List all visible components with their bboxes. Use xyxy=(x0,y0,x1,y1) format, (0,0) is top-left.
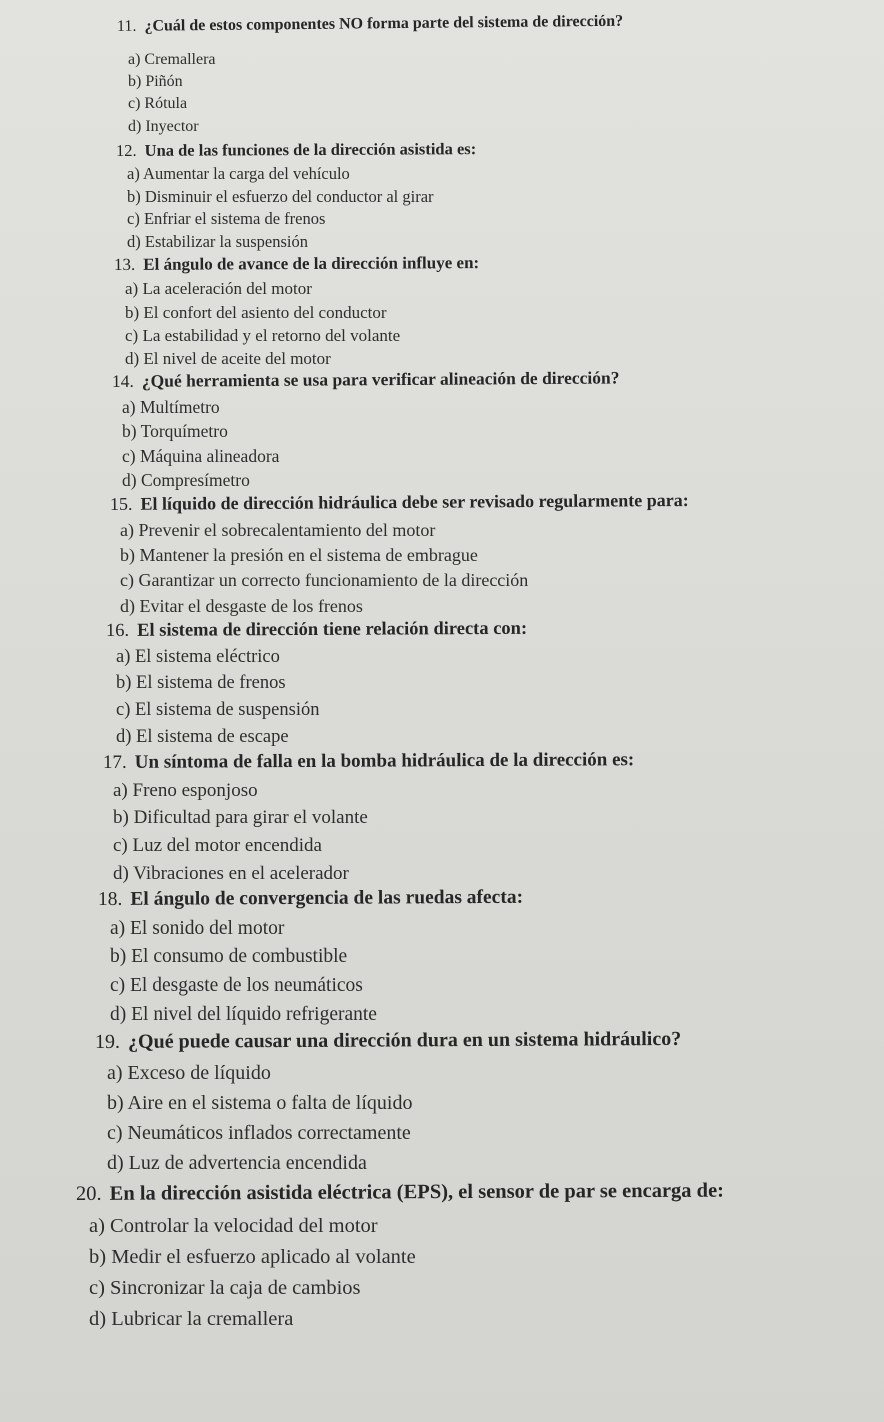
option-d: d) Compresímetro xyxy=(122,470,250,490)
question-number: 20. xyxy=(75,1182,102,1205)
option-c: c) Neumáticos inflados correctamente xyxy=(107,1122,411,1144)
option-b: b) Piñón xyxy=(128,73,183,90)
option-a: a) El sistema eléctrico xyxy=(116,647,280,667)
option-d: d) Estabilizar la suspensión xyxy=(127,232,309,251)
option-d: d) El sistema de escape xyxy=(116,727,289,747)
option-d: d) Inyector xyxy=(128,118,199,135)
question-text: El líquido de dirección hidráulica debe ser revisado regularmente para: xyxy=(140,489,689,514)
question-number: 19. xyxy=(94,1030,121,1053)
question-17-text xyxy=(103,749,634,774)
question-text: ¿Cuál de estos componentes NO forma parte del sistema de dirección? xyxy=(144,12,624,35)
question-18-text xyxy=(98,887,523,911)
option-b: b) Dificultad para girar el volante xyxy=(113,807,368,828)
question-14-text xyxy=(112,367,620,392)
option-c: c) El sistema de suspensión xyxy=(116,700,320,720)
question-11-text xyxy=(117,13,623,36)
question-number: 13. xyxy=(113,254,136,274)
option-d: d) El nivel del líquido refrigerante xyxy=(110,1004,377,1025)
option-a: a) Cremallera xyxy=(128,51,216,68)
option-a: a) Exceso de líquido xyxy=(107,1062,271,1084)
option-a: a) Controlar la velocidad del motor xyxy=(89,1215,378,1237)
question-text: El ángulo de convergencia de las ruedas afecta: xyxy=(130,886,524,910)
option-a: a) Multímetro xyxy=(122,397,220,417)
question-16-text xyxy=(106,619,527,642)
option-b: b) Medir el esfuerzo aplicado al volante xyxy=(89,1246,416,1268)
question-number: 15. xyxy=(109,493,133,514)
question-text: ¿Qué puede causar una dirección dura en un sistema hidráulico? xyxy=(127,1027,682,1053)
question-number: 14. xyxy=(111,370,134,391)
option-a: a) La aceleración del motor xyxy=(125,279,312,298)
option-a: a) El sonido del motor xyxy=(110,918,285,939)
question-number: 18. xyxy=(97,888,123,910)
option-d: d) Evitar el desgaste de los frenos xyxy=(120,596,363,616)
option-b: b) El confort del asiento del conductor xyxy=(125,303,387,322)
question-20-text xyxy=(76,1180,724,1206)
question-number: 11. xyxy=(116,17,137,35)
option-c: c) Garantizar un correcto funcionamiento de la dirección xyxy=(120,570,529,590)
option-c: c) Rótula xyxy=(128,95,188,112)
option-d: d) Luz de advertencia encendida xyxy=(107,1152,367,1174)
question-text: Una de las funciones de la dirección asistida es: xyxy=(144,139,477,160)
question-19-text xyxy=(95,1028,681,1054)
option-a: a) Freno esponjoso xyxy=(113,780,258,801)
question-text: Un síntoma de falla en la bomba hidráulica de la dirección es: xyxy=(134,749,635,773)
option-c: c) Sincronizar la caja de cambios xyxy=(89,1277,361,1299)
question-text: En la dirección asistida eléctrica (EPS), el sensor de par se encarga de: xyxy=(109,1179,725,1205)
option-d: d) El nivel de aceite del motor xyxy=(125,349,331,368)
question-13-text xyxy=(114,253,479,275)
option-b: b) El consumo de combustible xyxy=(110,946,348,967)
question-number: 17. xyxy=(102,751,127,773)
option-a: a) Aumentar la carga del vehículo xyxy=(127,164,350,183)
option-c: c) Enfriar el sistema de frenos xyxy=(127,209,326,228)
option-d: d) Lubricar la cremallera xyxy=(89,1308,294,1330)
question-15-text xyxy=(110,490,689,515)
option-c: c) La estabilidad y el retorno del volante xyxy=(125,326,401,345)
question-text: El ángulo de avance de la dirección influye en: xyxy=(143,253,480,274)
question-text: ¿Qué herramienta se usa para verificar alineación de dirección? xyxy=(141,367,620,391)
option-a: a) Prevenir el sobrecalentamiento del motor xyxy=(120,520,436,540)
option-b: b) Disminuir el esfuerzo del conductor al girar xyxy=(127,187,434,206)
question-number: 12. xyxy=(115,140,137,160)
question-12-text xyxy=(116,139,476,161)
question-text: El sistema de dirección tiene relación directa con: xyxy=(137,618,528,641)
option-b: b) Mantener la presión en el sistema de embrague xyxy=(120,545,478,565)
option-c: c) El desgaste de los neumáticos xyxy=(110,975,363,996)
option-b: b) Aire en el sistema o falta de líquido xyxy=(107,1092,413,1114)
option-b: b) Torquímetro xyxy=(122,421,228,441)
option-b: b) El sistema de frenos xyxy=(116,673,286,693)
option-c: c) Luz del motor encendida xyxy=(113,835,322,856)
option-c: c) Máquina alineadora xyxy=(122,446,280,466)
question-number: 16. xyxy=(105,620,130,641)
option-d: d) Vibraciones en el acelerador xyxy=(113,863,349,884)
